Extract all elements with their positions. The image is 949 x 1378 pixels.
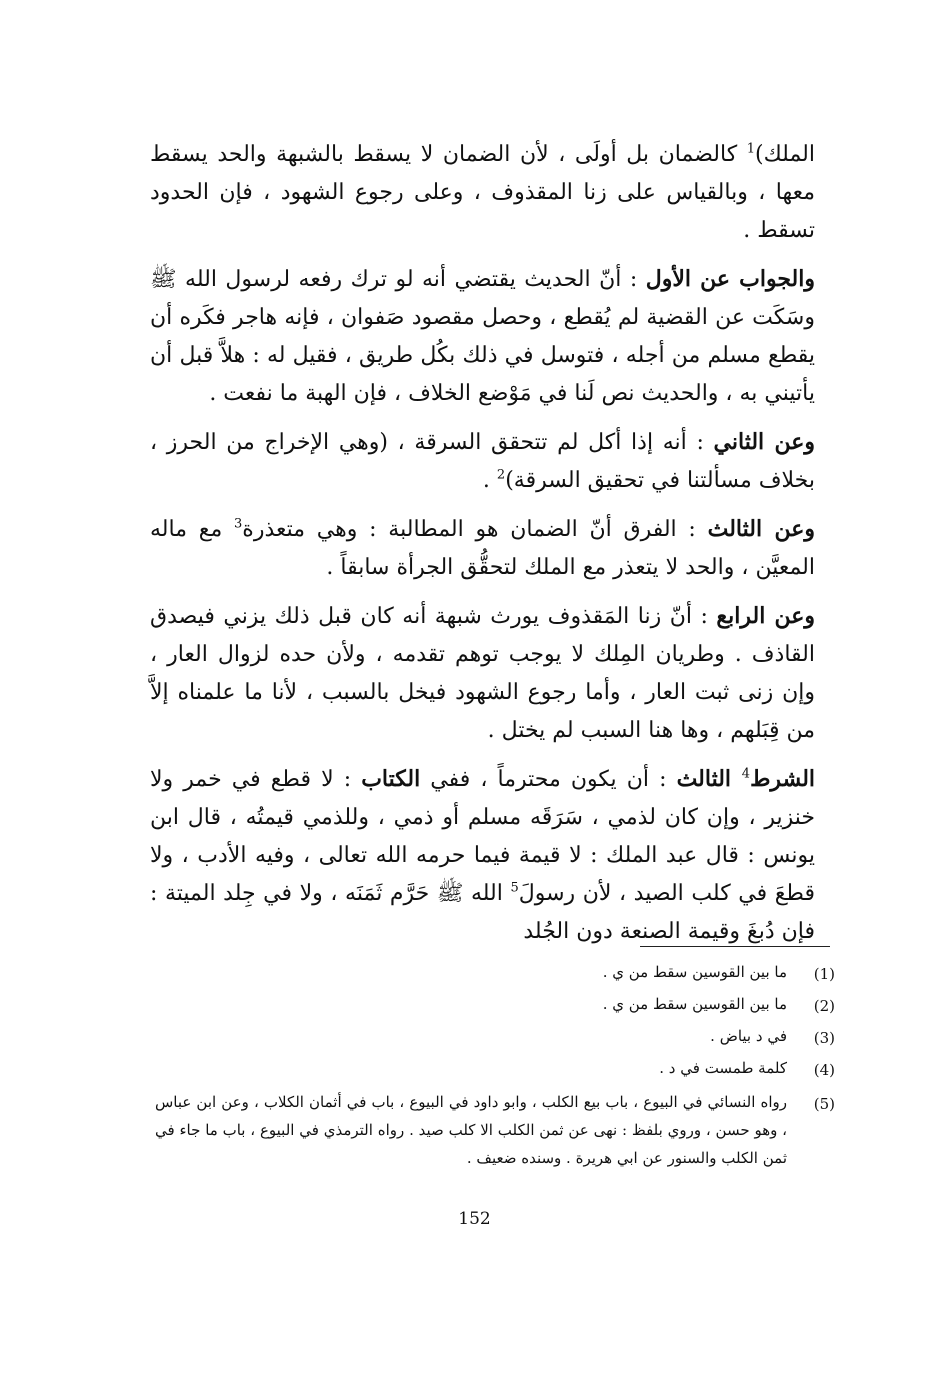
p6-text-b: الله ﷺ حَرَّم ثَمَنَه ، ولا في جِلد الميتة : فإن دُبغَ وقيمة الصنعة دون الجُلد (150, 881, 815, 944)
footnote-item (155, 1088, 835, 1172)
footnote-item (155, 1022, 835, 1054)
footnote-text: ما بين القوسين سقط من ي . (602, 963, 787, 981)
paragraph-6 (150, 760, 815, 951)
paragraph-3 (150, 423, 815, 500)
p1-text-b: كالضمان بل أولَى ، لأن الضمان لا يسقط بالشبهة والحد يسقط معها ، وبالقياس على زنا المقذوف ، وعلى رجوع الشهود ، فإن الحدود تسقط . (150, 142, 815, 243)
paragraph-1 (150, 136, 815, 250)
footnote-item (155, 958, 835, 990)
p6-text-mid: : أن يكون محترماً ، ففي (420, 767, 677, 792)
footnote-number: (4) (813, 1061, 835, 1079)
p5-lead: وعن الرابع (716, 603, 815, 629)
p6-lead-book: الكتاب (361, 766, 421, 792)
p1-text-a: الملك) (755, 142, 815, 167)
footnote-number: (5) (813, 1095, 835, 1113)
p2-text: : أنّ الحديث يقتضي أنه لو ترك رفعه لرسول الله ﷺ وسَكَت عن القضية لم يُقطع ، وحصل مقصود صَفوان ، فإنه هاجر فكَره أن يقطع مسلم من أجله ، فتوسل في ذلك بكُل طريق ، فقيل له : هلاَّ قبل أن يأتيني به ، والحديث نص لَنا في مَوْضع الخلاف ، فإن الهبة ما نفعت . (150, 267, 815, 406)
footnote-text: ما بين القوسين سقط من ي . (602, 995, 787, 1013)
page-number: 152 (458, 1209, 491, 1229)
p5-text: : أنّ زنا المَقذوف يورث شبهة أنه كان قبل ذلك يزني فيصدق القاذف . وطريان المِلك لا يوجب توهم تقدمه ، ولأن حده لزوال العار ، وإن زنى ثبت العار ، وأما رجوع الشهود فيخل بالسبب ، لأنا ما علمناه إلاَّ من قِبَلهم ، وها هنا السبب لم يختل . (150, 604, 815, 743)
footnote-text: كلمة طمست في د . (659, 1059, 787, 1077)
p6-lead-third: الثالث (676, 766, 742, 792)
footnote-ref-3: 3 (234, 516, 243, 532)
p4-text-b: مع ماله المعيَّن ، والحد لا يتعذر مع الملك لتحقُّق الجرأة سابقاً . (150, 517, 815, 580)
footnote-ref-5: 5 (510, 880, 519, 896)
p4-lead: وعن الثالث (707, 516, 816, 542)
paragraph-4 (150, 510, 815, 587)
footnote-divider (640, 946, 830, 947)
footnotes (155, 958, 835, 1172)
footnote-ref-1: 1 (746, 141, 756, 157)
footnote-item (155, 1054, 835, 1086)
footnote-text: في د بياض . (710, 1027, 787, 1045)
footnote-ref-4: 4 (741, 766, 751, 782)
p4-text-a: : الفرق أنّ الضمان هو المطالبة : وهي متعذرة (242, 517, 708, 542)
footnote-text: رواه النسائي في البيوع ، باب بيع الكلب ، وابو داود في البيوع ، باب في أثمان الكلاب ، وعن ابن عباس ، وهو حسن ، وروي بلفظ : نهى عن ثمن الكلب الا كلب صيد . رواه الترمذي في البيوع ، باب ما جاء في ثمن الكلب والسنور عن ابي هريرة . وسنده ضعيف . (155, 1093, 787, 1167)
paragraph-2 (150, 260, 815, 413)
p3-lead: وعن الثاني (713, 429, 815, 455)
footnote-number: (2) (813, 997, 835, 1015)
footnote-ref-2: 2 (496, 467, 506, 483)
p2-lead: والجواب عن الأول (645, 266, 816, 292)
p3-text-b: . (482, 468, 497, 493)
footnote-number: (1) (813, 965, 835, 983)
p6-lead-condition: الشرط (750, 766, 816, 792)
p3-text-a: : أنه إذا أكل لم تتحقق السرقة ، (وهي الإخراج من الحرز ، بخلاف مسألتنا في تحقيق السرقة) (150, 430, 815, 493)
footnote-number: (3) (813, 1029, 835, 1047)
main-text (150, 136, 815, 951)
footnote-item (155, 990, 835, 1022)
p6-text-a: : لا قطع في خمر ولا خنزير ، وإن كان لذمي ، سَرَقَه مسلم أو ذمي ، وللذمي قيمتُه ، قال ابن يونس : قال عبد الملك : لا قيمة فيما حرمه الله تعالى ، وفيه الأدب ، ولا قطعَ في كلب الصيد ، لأن رسولَ (150, 767, 815, 906)
paragraph-5 (150, 597, 815, 750)
